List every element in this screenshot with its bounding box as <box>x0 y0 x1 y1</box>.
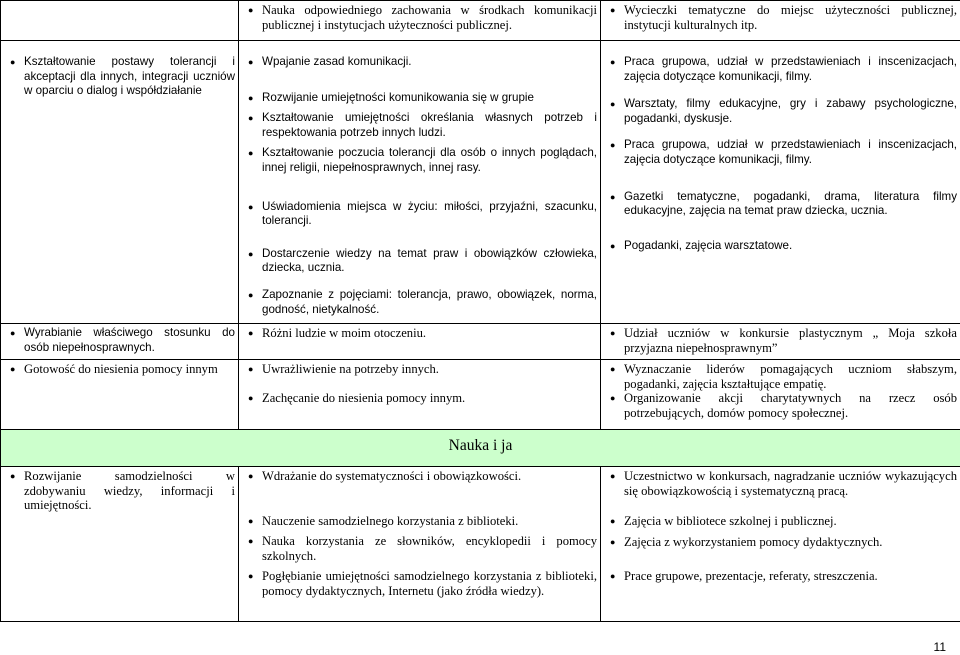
bullet-icon: ● <box>10 57 16 67</box>
list-item: ● Organizowanie akcji charytatywnych na rzecz osób potrzebujących, domów pomocy społecznej. <box>610 391 957 420</box>
list-item: ● Warsztaty, filmy edukacyjne, gry i zabawy psychologiczne, pogadanki, dyskusje. <box>610 97 957 125</box>
table-row <box>1 41 960 324</box>
cell-forms <box>601 1 960 41</box>
list-item: ● Zachęcanie do niesienia pomocy innym. <box>248 390 466 405</box>
cell-tasks <box>239 1 601 41</box>
bullet-icon: ● <box>248 328 254 338</box>
list-item: ● Uświadomienia miejsca w życiu: miłości, przyjaźni, szacunku, tolerancji. <box>248 199 597 228</box>
list-item: ● Nauka korzystania ze słowników, encyklopedii i pomocy szkolnych. <box>248 534 597 563</box>
cell-goal <box>1 1 239 41</box>
bullet-icon: ● <box>248 248 254 259</box>
list-item: ● Zapoznanie z pojęciami: tolerancja, prawo, obowiązek, norma, godność, nietykalność. <box>248 287 597 316</box>
list-item: ● Zajęcia w bibliotece szkolnej i publicznej. <box>610 514 837 529</box>
list-item: ● Wyznaczanie liderów pomagających uczniom słabszym, pogadanki, zajęcia kształtujące empatię. <box>610 362 957 391</box>
cell-forms <box>601 467 960 622</box>
bullet-icon: ● <box>610 240 616 251</box>
list-item: ● Uwrażliwienie na potrzeby innych. <box>248 362 439 376</box>
table-row <box>1 1 960 41</box>
list-item: ● Różni ludzie w moim otoczeniu. <box>248 326 427 340</box>
cell-forms <box>601 324 960 360</box>
list-item: ● Rozwijanie samodzielności w zdobywaniu wiedzy, informacji i umiejętności. <box>10 469 235 513</box>
list-item: ● Uczestnictwo w konkursach, nagradzanie uczniów wykazujących się obowiązkowością i systematyczną pracą. <box>610 469 957 498</box>
cell-goal <box>1 41 239 324</box>
bullet-icon: ● <box>248 364 254 374</box>
cell-tasks <box>239 324 601 360</box>
bullet-icon: ● <box>610 99 616 110</box>
bullet-icon: ● <box>248 113 254 124</box>
table-row <box>1 467 960 622</box>
cell-tasks <box>239 467 601 622</box>
list-item: ● Wycieczki tematyczne do miejsc użyteczności publicznej, instytucji kulturalnych itp. <box>610 3 957 32</box>
list-item: ● Prace grupowe, prezentacje, referaty, streszczenia. <box>610 569 878 584</box>
bullet-icon: ● <box>610 571 616 582</box>
bullet-icon: ● <box>248 148 254 159</box>
cell-goal <box>1 324 239 360</box>
list-item: ● Pogadanki, zajęcia warsztatowe. <box>610 238 793 252</box>
cell-tasks <box>239 360 601 430</box>
table-row <box>1 360 960 430</box>
bullet-icon: ● <box>248 536 254 547</box>
cell-forms <box>601 360 960 430</box>
bullet-icon: ● <box>248 57 254 67</box>
bullet-icon: ● <box>248 515 254 526</box>
bullet-icon: ● <box>248 289 254 300</box>
list-item: ● Wyrabianie właściwego stosunku do osób niepełnosprawnych. <box>10 326 235 354</box>
list-item: ● Rozwijanie umiejętności komunikowania się w grupie <box>248 90 534 104</box>
bullet-icon: ● <box>248 392 254 403</box>
cell-forms <box>601 41 960 324</box>
bullet-icon: ● <box>10 364 16 374</box>
section-header: Nauka i ja <box>1 430 960 467</box>
bullet-icon: ● <box>248 571 254 582</box>
list-item: ● Dostarczenie wiedzy na temat praw i obowiązków człowieka, dziecka, ucznia. <box>248 246 597 275</box>
bullet-icon: ● <box>10 328 16 338</box>
list-item: ● Kształtowanie umiejętności określania własnych potrzeb i respektowania potrzeb innych ludzi. <box>248 111 597 139</box>
bullet-icon: ● <box>10 471 16 481</box>
bullet-icon: ● <box>610 5 616 15</box>
list-item: ● Wdrażanie do systematyczności i obowiązkowości. <box>248 469 522 483</box>
table-row <box>1 430 960 467</box>
list-item: ● Nauczenie samodzielnego korzystania z biblioteki. <box>248 513 519 528</box>
cell-goal <box>1 360 239 430</box>
bullet-icon: ● <box>248 471 254 481</box>
bullet-icon: ● <box>610 328 616 338</box>
bullet-icon: ● <box>610 57 616 67</box>
bullet-icon: ● <box>248 92 254 103</box>
bullet-icon: ● <box>610 536 616 547</box>
bullet-icon: ● <box>248 201 254 212</box>
bullet-icon: ● <box>610 471 616 481</box>
list-item: ● Wpajanie zasad komunikacji. <box>248 55 412 68</box>
bullet-icon: ● <box>610 140 616 151</box>
cell-goal <box>1 467 239 622</box>
table-row <box>1 324 960 360</box>
bullet-icon: ● <box>248 5 254 15</box>
bullet-icon: ● <box>610 191 616 202</box>
list-item: ● Gotowość do niesienia pomocy innym <box>10 362 218 376</box>
cell-tasks <box>239 41 601 324</box>
list-item: ● Zajęcia z wykorzystaniem pomocy dydaktycznych. <box>610 534 883 549</box>
bullet-icon: ● <box>610 393 616 404</box>
list-item: ● Gazetki tematyczne, pogadanki, drama, literatura filmy edukacyjne, zajęcia na temat praw dziecka, ucznia. <box>610 189 957 218</box>
list-item: ● Pogłębianie umiejętności samodzielnego korzystania z biblioteki, pomocy dydaktycznych, Internetu (jako źródła wiedzy). <box>248 569 597 598</box>
list-item: ● Udział uczniów w konkursie plastycznym „ Moja szkoła przyjazna niepełnosprawnym” <box>610 326 957 355</box>
list-item: ● Praca grupowa, udział w przedstawieniach i inscenizacjach, zajęcia dotyczące komunikacji, filmy. <box>610 55 957 83</box>
page-number: 11 <box>933 640 946 654</box>
list-item: ● Praca grupowa, udział w przedstawieniach i inscenizacjach, zajęcia dotyczące komunikacji, filmy. <box>610 138 957 166</box>
list-item: ● Kształtowanie postawy tolerancji i akceptacji dla innych, integracji uczniów w oparciu o dialog i współdziałanie <box>10 55 235 98</box>
bullet-icon: ● <box>610 364 616 374</box>
bullet-icon: ● <box>610 516 616 527</box>
list-item: ● Nauka odpowiedniego zachowania w środkach komunikacji publicznej i instytucjach użyteczności publicznej. <box>248 3 597 32</box>
list-item: ● Kształtowanie poczucia tolerancji dla osób o innych poglądach, innej religii, niepełnosprawnych, innej rasy. <box>248 146 597 174</box>
